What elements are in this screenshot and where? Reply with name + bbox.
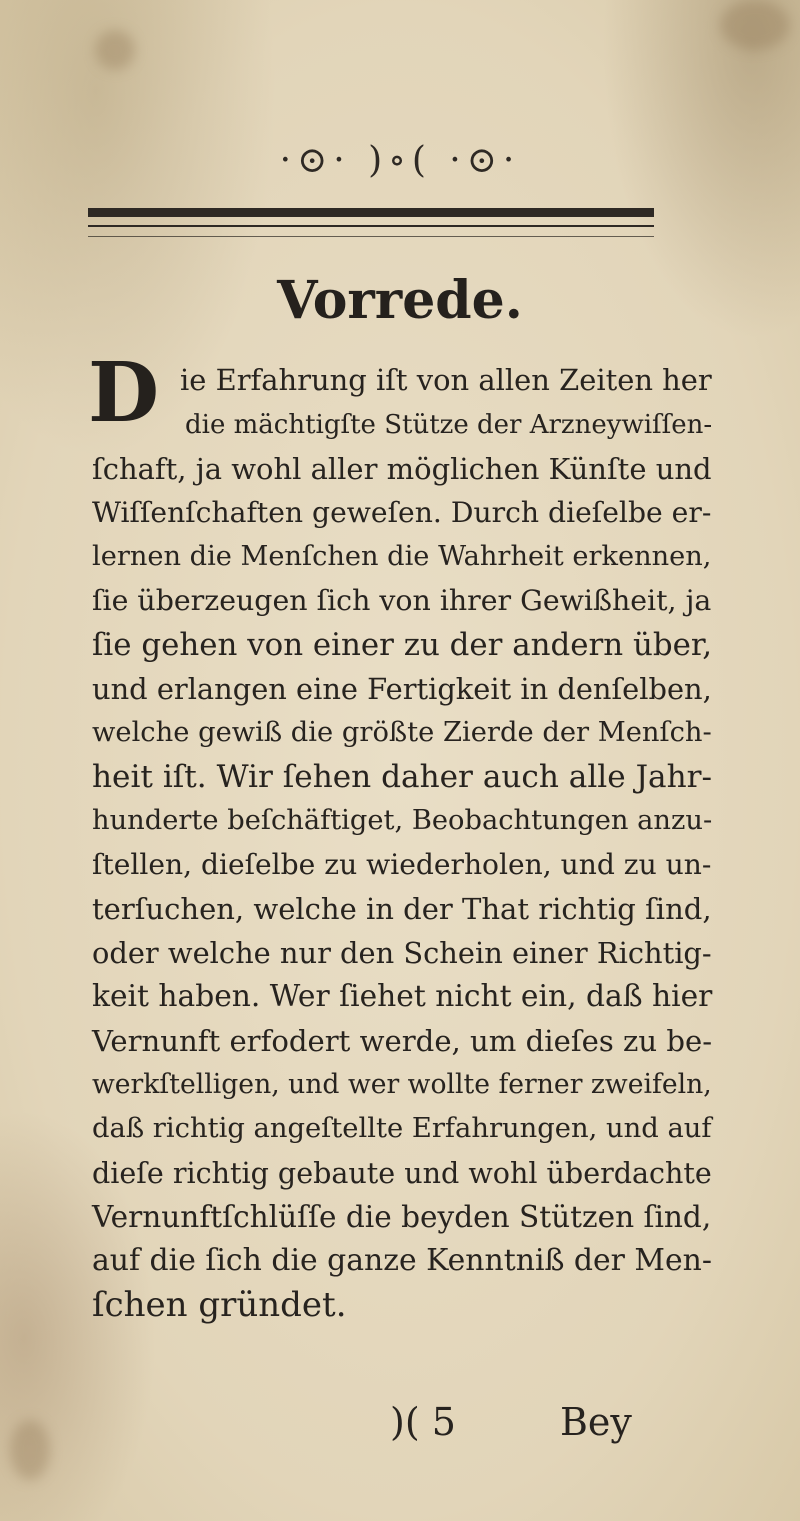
text-line: ſchen gründet. [92, 1285, 347, 1325]
signature-mark: )( 5 [390, 1400, 456, 1444]
text-line: welche gewiß die größte Zierde der Menſch- [92, 717, 712, 748]
text-line: Wiſſenſchaften geweſen. Durch dieſelbe er- [92, 496, 712, 529]
text-line: heit iſt. Wir ſehen daher auch alle Jahr- [92, 759, 713, 795]
page-header-ornament: ·⊙· )∘( ·⊙· [279, 140, 521, 181]
age-stain [95, 30, 135, 70]
text-line: auf die ſich die ganze Kenntniß der Men- [92, 1243, 712, 1278]
header-rule-thin [88, 225, 654, 227]
text-line: Vernunft erfodert werde, um dieſes zu be- [92, 1024, 713, 1058]
text-line: daß richtig angeſtellte Erfahrungen, und auf [92, 1113, 712, 1144]
text-line: ſtellen, dieſelbe zu wiederholen, und zu un- [92, 848, 712, 881]
text-line: hunderte beſchäftiget, Beobachtungen anzu- [92, 805, 713, 836]
text-line: keit haben. Wer ſiehet nicht ein, daß hier [92, 979, 713, 1014]
catchword: Bey [560, 1400, 632, 1444]
drop-initial: D [88, 345, 160, 441]
header-rule-hairline [88, 236, 654, 237]
text-line: oder welche nur den Schein einer Richtig- [92, 936, 712, 970]
text-line: ſchaft, ja wohl aller möglichen Künſte und [92, 452, 712, 486]
text-line: Vernunftſchlüſſe die beyden Stützen ſind, [92, 1200, 712, 1234]
text-line: werkſtelligen, und wer wollte ferner zweifeln, [92, 1069, 712, 1100]
text-line: ſie gehen von einer zu der andern über, [92, 627, 713, 663]
age-stain [10, 1420, 50, 1480]
text-line: und erlangen eine Fertigkeit in denſelben, [92, 672, 712, 706]
text-line: terſuchen, welche in der That richtig ſind, [92, 892, 712, 926]
text-line: lernen die Menſchen die Wahrheit erkennen, [92, 541, 712, 572]
header-rule-thick [88, 208, 654, 217]
text-line: ſie überzeugen ſich von ihrer Gewißheit, ja [92, 584, 712, 617]
text-line: die mächtigſte Stütze der Arzneywiſſen- [185, 410, 713, 440]
age-stain [720, 0, 790, 50]
text-line: ie Erfahrung iſt von allen Zeiten her [180, 363, 712, 397]
text-line: dieſe richtig gebaute und wohl überdachte [92, 1156, 712, 1190]
page-title: Vorrede. [277, 270, 523, 331]
